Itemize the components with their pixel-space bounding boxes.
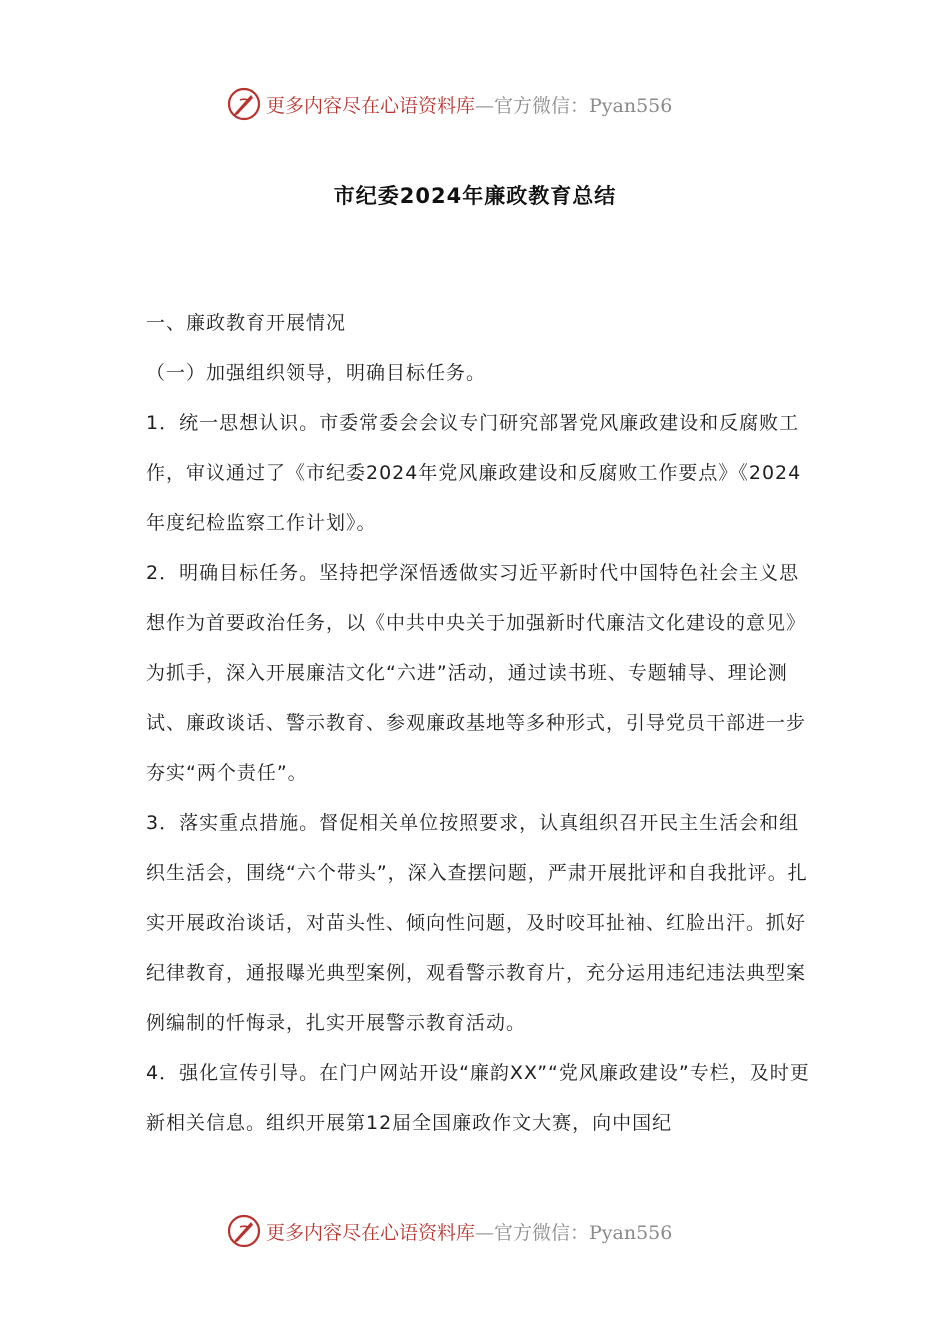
document-title: 市纪委2024年廉政教育总结 <box>333 184 617 208</box>
quill-logo-icon <box>226 86 262 122</box>
section-heading: 一、廉政教育开展情况 <box>146 312 347 334</box>
watermark-text: 更多内容尽在心语资料库—官方微信：Pyan556 <box>266 94 673 117</box>
paragraph-item: 1．统一思想认识。市委常委会会议专门研究部署党风廉政建设和反腐败工作，审议通过了《市纪委2024年党风廉政建设和反腐败工作要点》《2024年度纪检监察工作计划》。 <box>146 412 802 534</box>
footer-watermark <box>226 1211 672 1251</box>
paragraph-item: 4．强化宣传引导。在门户网站开设“廉韵XX”“党风廉政建设”专栏，及时更新相关信息。组织开展第12届全国廉政作文大赛，向中国纪 <box>146 1062 810 1134</box>
header-watermark <box>226 84 672 124</box>
paragraph-item: 2．明确目标任务。坚持把学深悟透做实习近平新时代中国特色社会主义思想作为首要政治任务，以《中共中央关于加强新时代廉洁文化建设的意见》为抓手，深入开展廉洁文化“六进”活动，通过读书班、专题辅导、理论测试、廉政谈话、警示教育、参观廉政基地等多种形式，引导党员干部进一步夯实“两个责任”。 <box>146 562 807 784</box>
document-body <box>146 298 814 1148</box>
paragraph-item: 3．落实重点措施。督促相关单位按照要求，认真组织召开民主生活会和组织生活会，围绕“六个带头”，深入查摆问题，严肃开展批评和自我批评。扎实开展政治谈话，对苗头性、倾向性问题，及时咬耳扯袖、红脸出汗。抓好纪律教育，通报曝光典型案例，观看警示教育片，充分运用违纪违法典型案例编制的忏悔录，扎实开展警示教育活动。 <box>146 812 808 1034</box>
subsection-heading: （一）加强组织领导，明确目标任务。 <box>146 362 487 384</box>
watermark-text: 更多内容尽在心语资料库—官方微信：Pyan556 <box>266 1221 673 1244</box>
quill-logo-icon <box>226 1213 262 1249</box>
